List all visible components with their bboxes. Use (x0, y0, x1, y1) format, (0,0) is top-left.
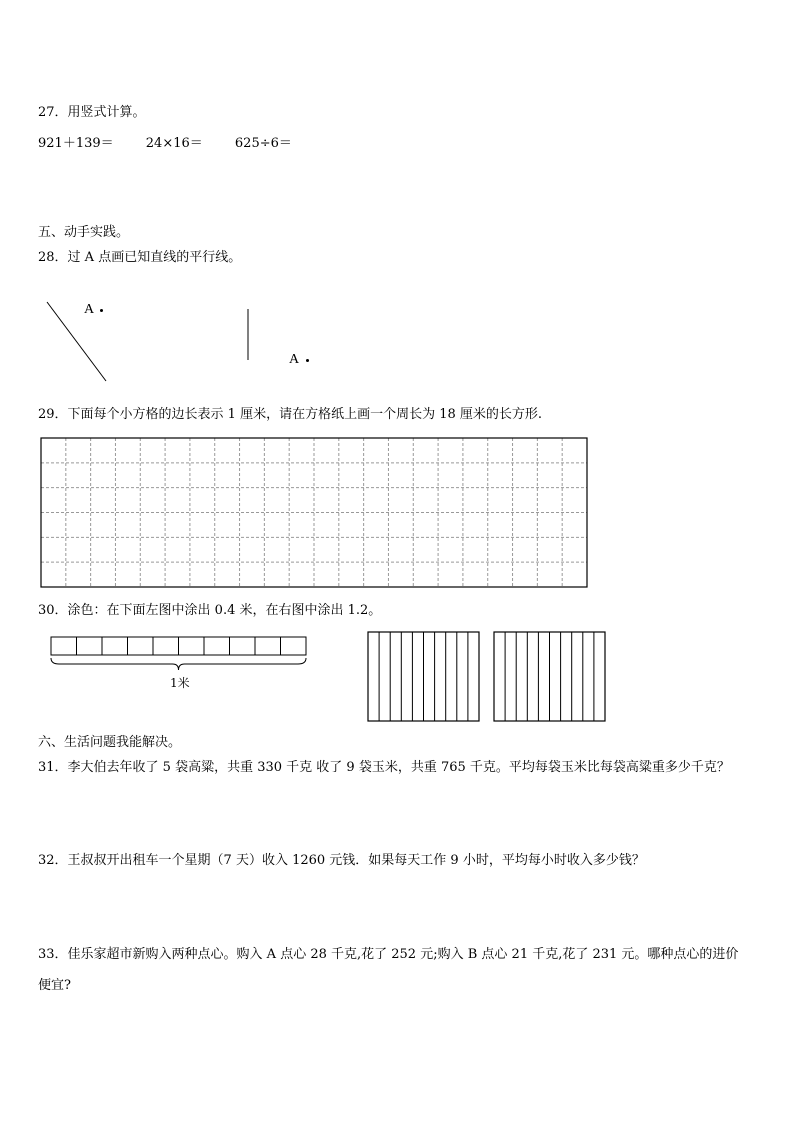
ruler-cell (281, 637, 307, 655)
q32-text: 32．王叔叔开出租车一个星期（7 天）收入 1260 元钱．如果每天工作 9 小时，平均每小时收入多少钱？ (38, 853, 645, 868)
ruler-cell (179, 637, 205, 655)
section6-title: 六、生活问题我能解决。 (38, 735, 182, 750)
q28-point-a-1-label: A (84, 302, 95, 317)
ruler-cell (51, 637, 77, 655)
q33-line-2: 便宜? (38, 978, 71, 993)
q29-grid-paper[interactable] (40, 437, 588, 588)
ruler-cell (128, 637, 154, 655)
ruler-brace (51, 658, 306, 670)
q27-calc-2: 24×16＝ (145, 136, 203, 151)
q28-point-a-2-label: A (289, 352, 300, 367)
q30-ruler-label: 1米 (170, 676, 190, 690)
ruler-cell (77, 637, 103, 655)
q28-title: 28．过 A 点画已知直线的平行线。 (38, 250, 242, 265)
q30-strip-figures[interactable] (366, 631, 616, 723)
ruler-cell (230, 637, 256, 655)
q29-title: 29．下面每个小方格的边长表示 1 厘米，请在方格纸上画一个周长为 18 厘米的长方形. (38, 407, 543, 422)
q27-calc-1: 921＋139＝ (38, 136, 114, 151)
section5-title: 五、动手实践。 (38, 225, 130, 240)
ruler-cell (102, 637, 128, 655)
q28-slanted-line (47, 302, 106, 381)
q33-line-1: 33．佳乐家超市新购入两种点心。购入 A 点心 28 千克,花了 252 元;购入 B 点心 21 千克,花了 231 元。哪种点心的进价 (38, 947, 739, 962)
ruler-cell (255, 637, 281, 655)
ruler-cell (153, 637, 179, 655)
q30-title: 30．涂色：在下面左图中涂出 0.4 米，在右图中涂出 1.2。 (38, 603, 382, 618)
q28-point-a-1 (100, 309, 103, 312)
ruler-cell (204, 637, 230, 655)
q27-title: 27．用竖式计算。 (38, 105, 146, 120)
q27-calc-3: 625÷6＝ (234, 136, 292, 151)
q28-point-a-2 (306, 359, 309, 362)
q31-text: 31．李大伯去年收了 5 袋高粱，共重 330 千克 收了 9 袋玉米，共重 765 千克。平均每袋玉米比每袋高粱重多少千克？ (38, 760, 730, 775)
